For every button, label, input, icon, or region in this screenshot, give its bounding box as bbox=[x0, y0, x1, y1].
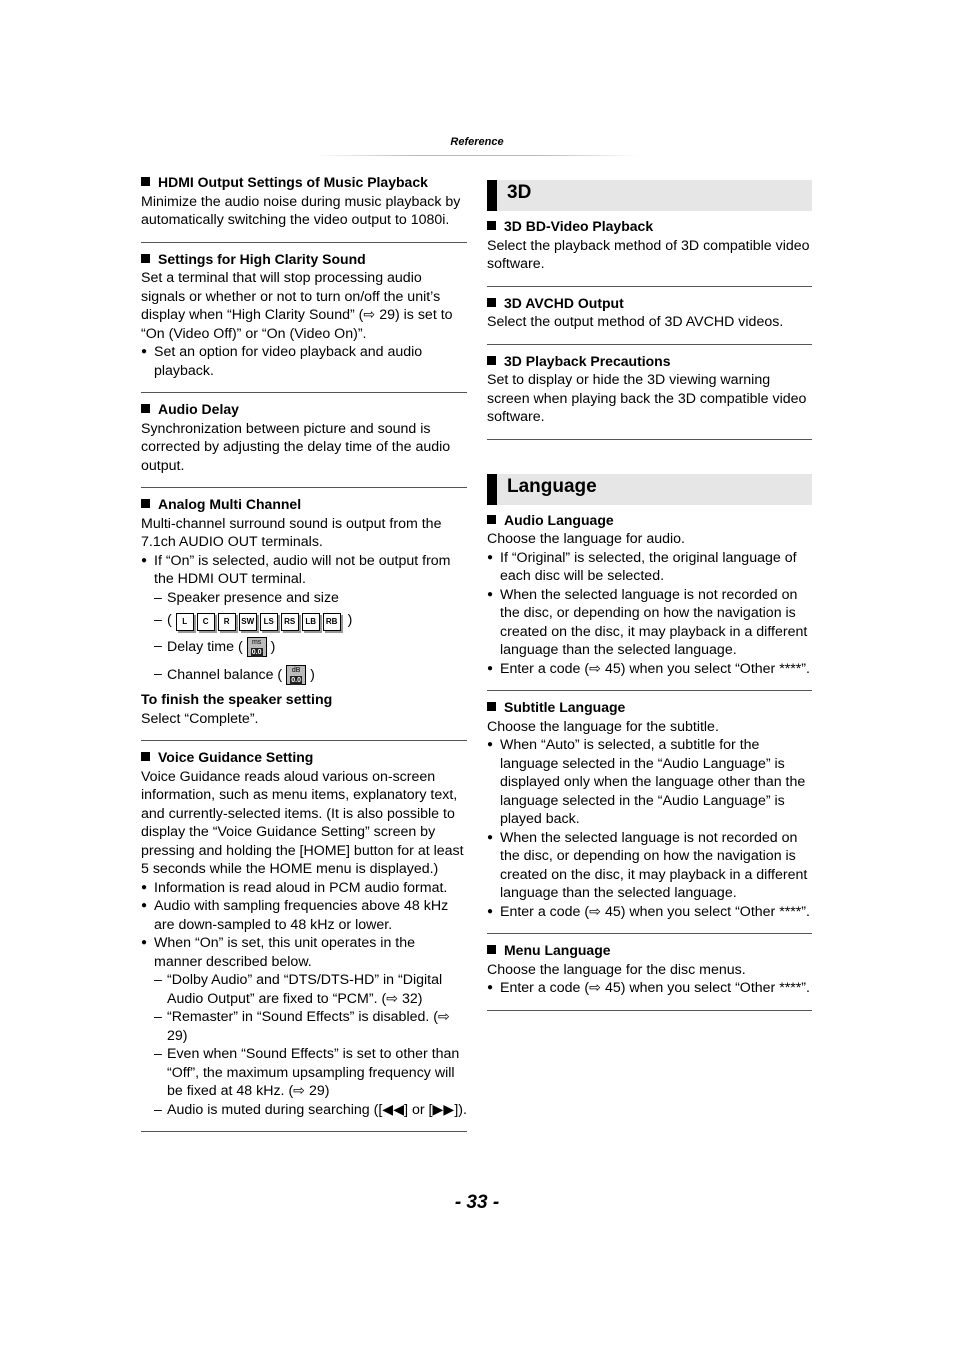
section-title: Settings for High Clarity Sound bbox=[158, 250, 366, 267]
section-body: Minimize the audio noise during music playback by automatically switching the video output to 1080i. bbox=[141, 193, 461, 228]
page-number: - 33 - bbox=[454, 1192, 500, 1213]
section-body: Multi-channel surround sound is output from the 7.1ch AUDIO OUT terminals. bbox=[141, 515, 442, 550]
section-title: 3D BD-Video Playback bbox=[504, 218, 654, 234]
category-heading-3d: 3D bbox=[487, 180, 812, 211]
dash-item: – Audio is muted during searching ([◀◀] or [▶▶]). bbox=[141, 1101, 467, 1120]
dash-item: – Delay time ( ms 0.0 ) bbox=[141, 637, 467, 657]
section-body: Voice Guidance reads aloud various on-screen information, such as menu items, explanatory text, and currently-selected items. (It is also possible to display the “Voice Guidance Setting” screen by pressing and holding the [HOME] button for at least 5 seconds while the HOME menu is displayed.) bbox=[141, 768, 464, 877]
section-divider bbox=[141, 1131, 467, 1132]
left-column bbox=[141, 173, 467, 1132]
bullet-item: ● When “On” is set, this unit operates in the manner described below. bbox=[141, 934, 467, 971]
section-divider bbox=[487, 1010, 812, 1011]
bullet-item: ● Set an option for video playback and audio playback. bbox=[141, 343, 467, 380]
section-body: Select the output method of 3D AVCHD videos. bbox=[487, 314, 784, 330]
section-body: Set a terminal that will stop processing audio signals or whether or not to turn on/off the unit’s display when “High Clarity Sound” (⇨ 29) is set to “On (Video Off)” or “On (Video On)”. bbox=[141, 270, 453, 342]
section-body: Choose the language for audio. bbox=[487, 531, 685, 547]
dash-item: – Channel balance ( dB 0.0 ) bbox=[141, 665, 467, 685]
bullet-item: ● Enter a code (⇨ 45) when you select “Other ****”. bbox=[487, 979, 812, 998]
square-bullet-icon bbox=[487, 356, 496, 365]
bullet-item: ● If “Original” is selected, the original language of each disc will be selected. bbox=[487, 549, 812, 586]
section-voice-guidance bbox=[141, 740, 467, 1119]
speaker-icon: RS bbox=[281, 613, 299, 631]
section-body: Select “Complete”. bbox=[141, 710, 259, 727]
balance-meter-icon: dB 0.0 bbox=[286, 665, 306, 685]
speaker-icon: LB bbox=[302, 613, 320, 631]
bullet-item: ● When the selected language is not recorded on the disc, or depending on how the navigation is created on the disc, it may playback in a different language than the selected language. bbox=[487, 829, 812, 903]
speaker-icon: RB bbox=[323, 613, 341, 631]
square-bullet-icon bbox=[487, 945, 496, 954]
speaker-icon: L bbox=[176, 613, 194, 631]
bullet-item: ● Enter a code (⇨ 45) when you select “Other ****”. bbox=[487, 660, 812, 679]
square-bullet-icon bbox=[487, 221, 496, 230]
section-audio-language bbox=[487, 511, 812, 679]
section-menu-language bbox=[487, 933, 812, 998]
speaker-icon: LS bbox=[260, 613, 278, 631]
square-bullet-icon bbox=[487, 298, 496, 307]
square-bullet-icon bbox=[141, 499, 150, 508]
section-3d-bd-video bbox=[487, 217, 812, 274]
section-body: Select the playback method of 3D compatible video software. bbox=[487, 237, 810, 272]
square-bullet-icon bbox=[487, 702, 496, 711]
page-header: Reference bbox=[450, 136, 504, 148]
section-title: Menu Language bbox=[504, 942, 611, 958]
section-audio-delay bbox=[141, 392, 467, 475]
square-bullet-icon bbox=[141, 404, 150, 413]
section-title: Audio Delay bbox=[158, 401, 239, 417]
bullet-item: ● Information is read aloud in PCM audio format. bbox=[141, 879, 467, 898]
section-title: 3D Playback Precautions bbox=[504, 352, 671, 369]
header-rule bbox=[315, 155, 639, 156]
section-analog-multi bbox=[141, 487, 467, 728]
section-body: Choose the language for the subtitle. bbox=[487, 718, 719, 735]
section-hdmi-music bbox=[141, 173, 467, 230]
section-body: Synchronization between picture and sound is corrected by adjusting the delay time of the audio output. bbox=[141, 420, 451, 474]
dash-item: – Even when “Sound Effects” is set to other than “Off”, the maximum upsampling frequency will be fixed at 48 kHz. (⇨ 29) bbox=[141, 1045, 467, 1101]
square-bullet-icon bbox=[141, 177, 150, 186]
subheading: To finish the speaker setting bbox=[141, 692, 333, 708]
speaker-icon: R bbox=[218, 613, 236, 631]
section-subtitle-language bbox=[487, 690, 812, 921]
section-3d-precautions bbox=[487, 344, 812, 427]
section-3d-avchd bbox=[487, 286, 812, 332]
dash-item: – Speaker presence and size bbox=[141, 589, 467, 608]
section-title: Subtitle Language bbox=[504, 699, 626, 715]
section-title: Audio Language bbox=[504, 511, 614, 528]
bullet-item: ● When “Auto” is selected, a subtitle for the language selected in the “Audio Language” is displayed only when the language other than the language selected in the “Audio Language” is played back. bbox=[487, 736, 812, 829]
bullet-item: ● Audio with sampling frequencies above 48 kHz are down-sampled to 48 kHz or lower. bbox=[141, 897, 467, 934]
speaker-icon: C bbox=[197, 613, 215, 631]
square-bullet-icon bbox=[141, 752, 150, 761]
delay-meter-icon: ms 0.0 bbox=[247, 637, 267, 657]
bullet-item: ● If “On” is selected, audio will not be output from the HDMI OUT terminal. bbox=[141, 552, 467, 589]
speaker-icon: SW bbox=[239, 613, 257, 631]
category-heading-language: Language bbox=[487, 474, 812, 505]
dash-item: – “Dolby Audio” and “DTS/DTS-HD” in “Digital Audio Output” are fixed to “PCM”. (⇨ 32) bbox=[141, 971, 467, 1008]
section-title: Voice Guidance Setting bbox=[158, 749, 314, 765]
section-title: HDMI Output Settings of Music Playback bbox=[158, 174, 428, 190]
square-bullet-icon bbox=[141, 254, 150, 263]
bullet-item: ● Enter a code (⇨ 45) when you select “Other ****”. bbox=[487, 903, 812, 922]
section-title: 3D AVCHD Output bbox=[504, 294, 624, 311]
section-high-clarity bbox=[141, 242, 467, 381]
bullet-item: ● When the selected language is not recorded on the disc, or depending on how the navigation is created on the disc, it may playback in a different language than the selected language. bbox=[487, 586, 812, 660]
section-title: Analog Multi Channel bbox=[158, 496, 302, 512]
right-column bbox=[487, 180, 812, 1011]
section-body: Set to display or hide the 3D viewing warning screen when playing back the 3D compatible video software. bbox=[487, 372, 807, 425]
section-divider bbox=[487, 439, 812, 440]
square-bullet-icon bbox=[487, 515, 496, 524]
speaker-icons-row: – ( L C R SW LS RS LB RB ) bbox=[141, 611, 467, 631]
section-body: Choose the language for the disc menus. bbox=[487, 961, 746, 978]
dash-item: – “Remaster” in “Sound Effects” is disabled. (⇨ 29) bbox=[141, 1008, 467, 1045]
